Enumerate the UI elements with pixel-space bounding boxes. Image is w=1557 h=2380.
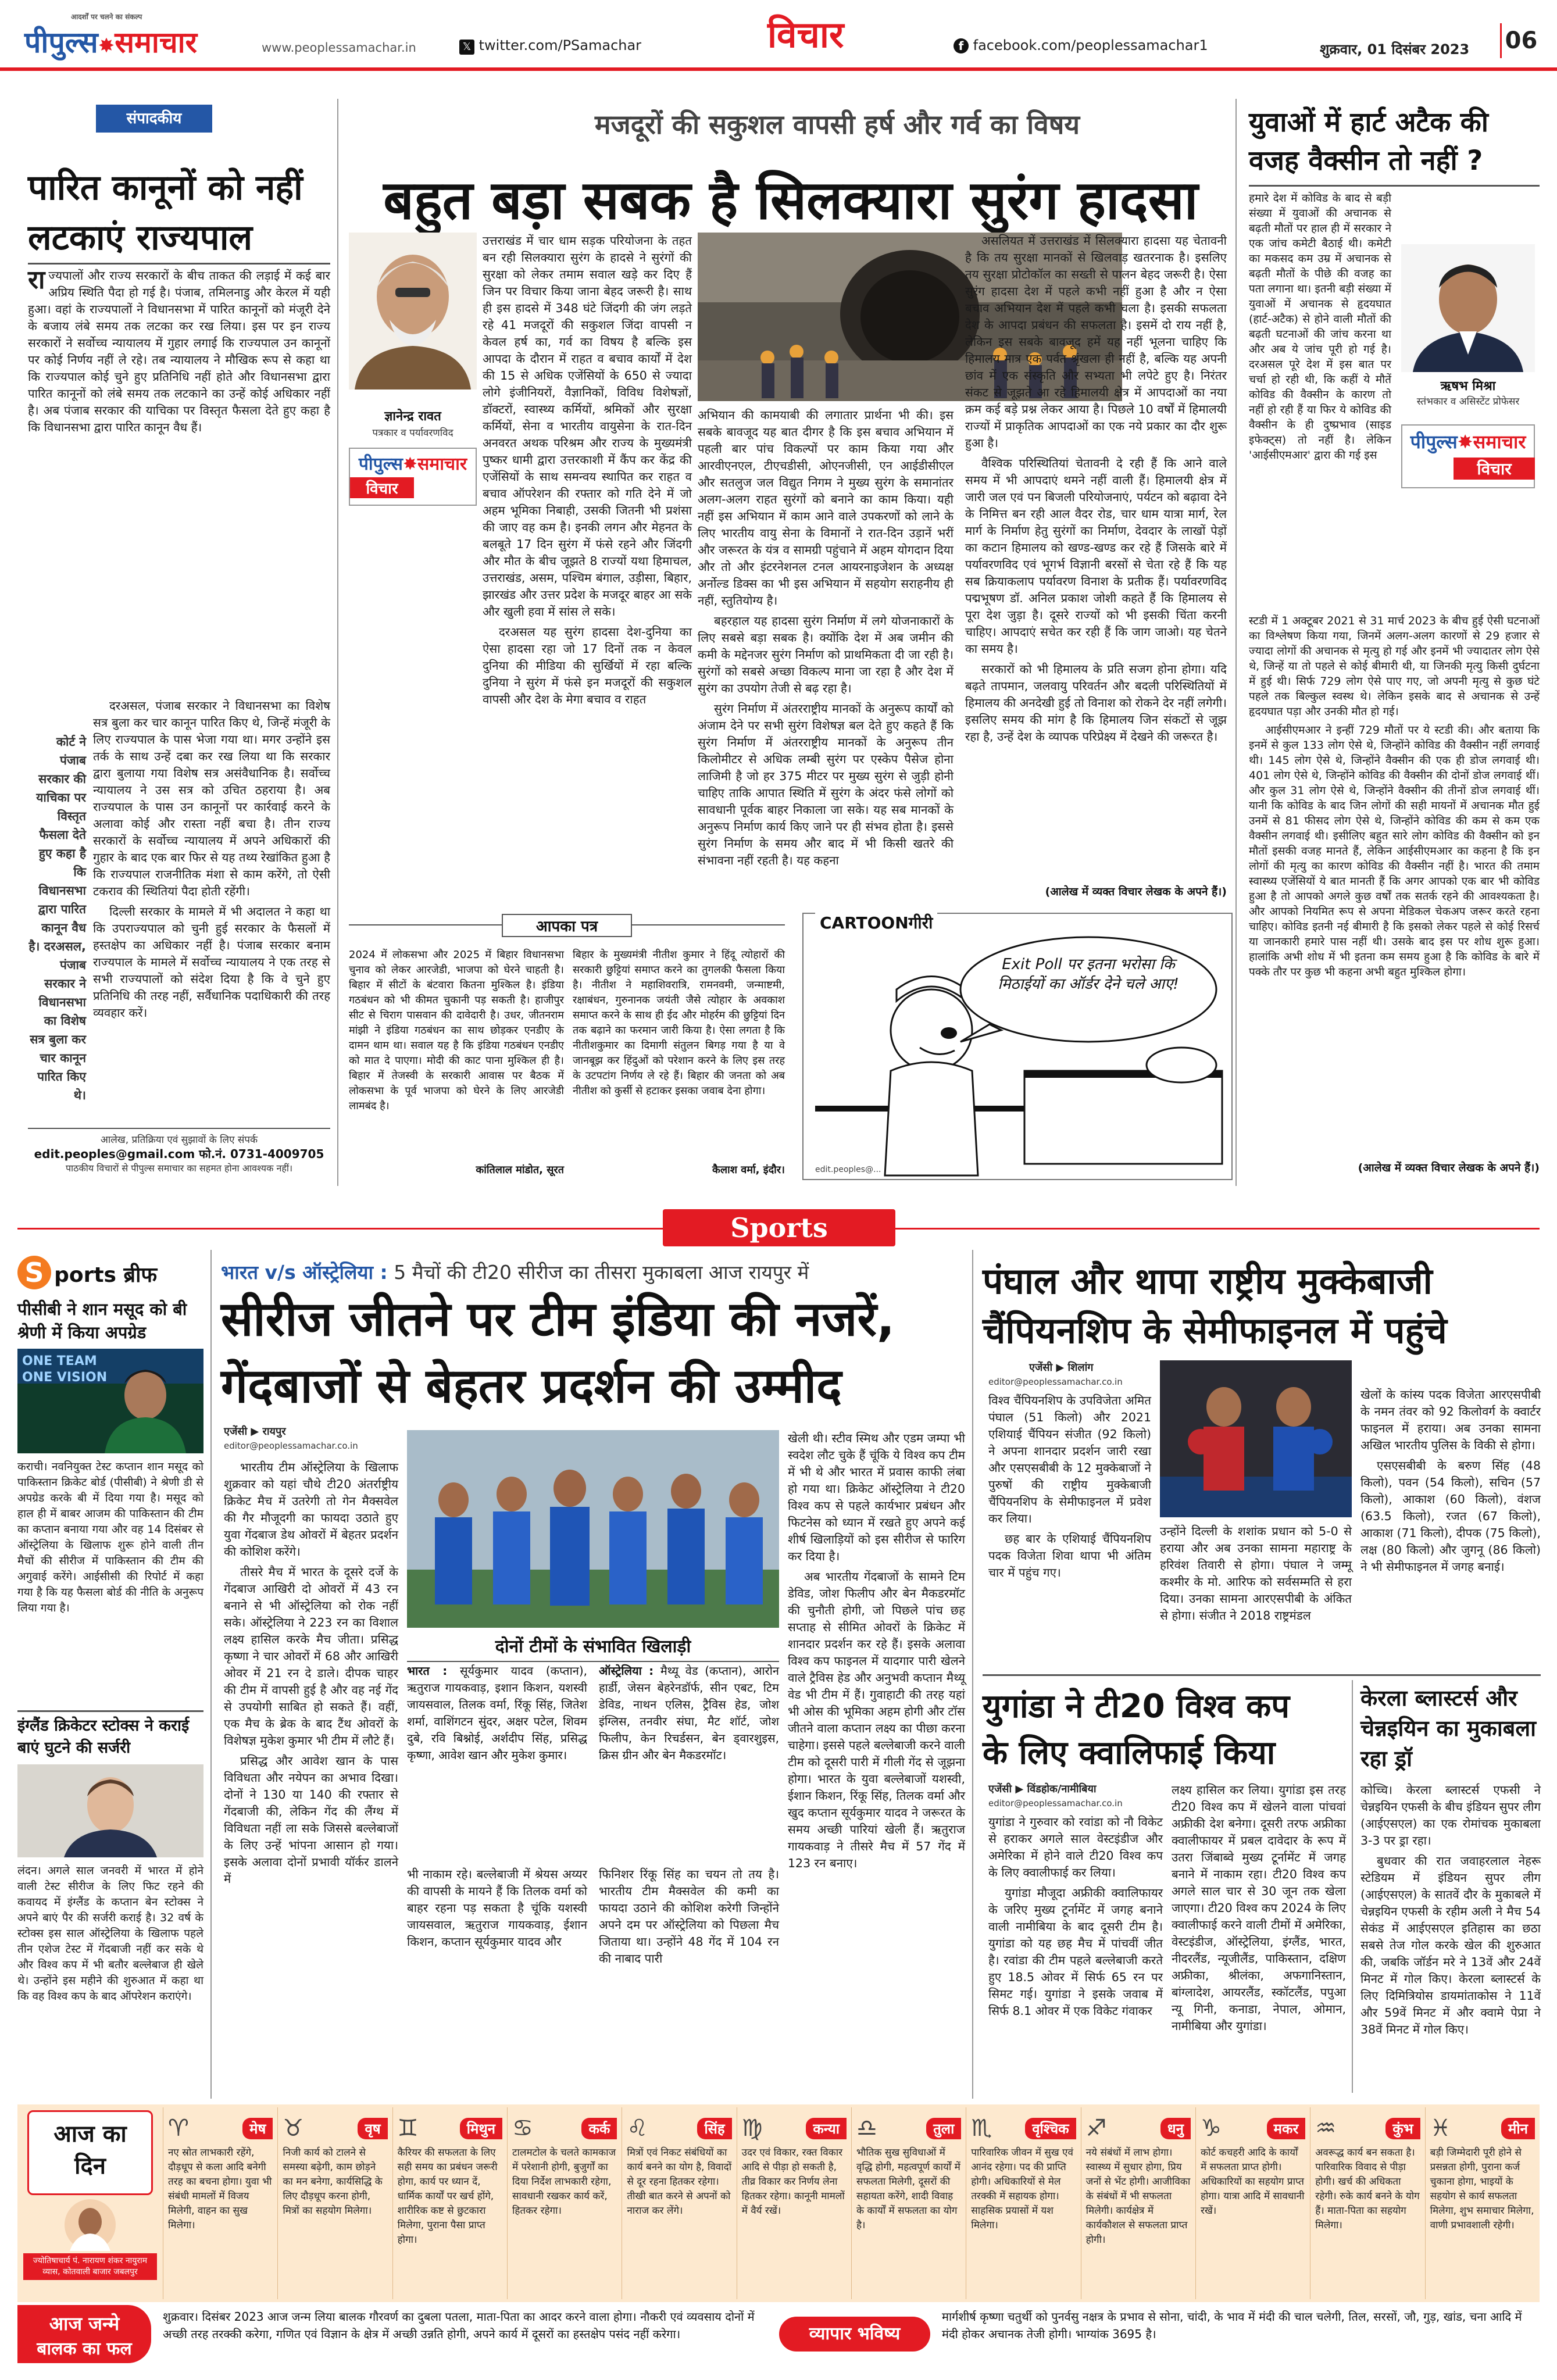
india-aus-col-1: भारतीय टीम ऑस्ट्रेलिया के खिलाफ शुक्रवार को यहां चौथे टी20 अंतर्राष्ट्रीय क्रिकेट मैच में उतरेगी तो गेन मैक्सवेल की गैर मौजूदगी का फायदा उठाते हुए युवा गेंदबाज डेथ ओवरों में बेहतर प्रदर्शन की कोशिश करेंगे। तीसरे मैच में भारत के दूसरे दर्जे के गेंदबाज आखिरी दो ओवरों में 43 रन बनाने से भी ऑस्ट्रेलिया को रोक नहीं सके। ऑस्ट्रेलिया ने 223 रन का विशाल लक्ष्य हासिल करके मैच जीता। प्रसिद्ध कृष्णा ने चार ओवरों में 68 और आखिरी ओवर में 21 रन दे डाले। दीपक चाहर की टीम में वापसी हुई है और वह नई गेंद से उपयोगी साबित हो सकते हैं। वहीं, एक मैच के ब्रेक के बाद टैंथ ओवरों के विशेषज्ञ मुकेश कुमार भी टीम में लौटे हैं। प्रसिद्ध और आवेश खान के पास विविधता और नयेपन का अभाव दिखा। दोनों ने 130 या 140 की रफ्तार से गेंदबाजी की, लेकिन गेंद की लैंग्थ में विविधता नहीं ला सके जिससे बल्लेबाजों के लिए उन्हें भांपना आसान हो गया। इसके अलावा दोनों प्रभावी यॉर्कर डालने में bbox=[224, 1460, 398, 1886]
author-role: पत्रकार व पर्यावरणविद bbox=[372, 427, 453, 439]
rashi-name: मीन bbox=[1501, 2118, 1535, 2139]
letter-1-sign: कांतिलाल मांडोत, सूरत bbox=[476, 1164, 564, 1176]
brief-2-photo bbox=[17, 1764, 203, 1857]
twins-icon: ♊ bbox=[397, 2115, 419, 2142]
brief-2-text: लंदन। अगले साल जनवरी में भारत में होने वाली टेस्ट सीरीज के लिए फिट रहने की कवायद में इंग्लैंड के कप्तान बेन स्टोक्स ने अपने बाएं पैर की सर्जरी कराई है। 32 वर्ष के स्टोक्स इस साल ऑस्ट्रेलिया के खिलाफ पहले तीन एशेज टेस्ट में गेंदबाजी नहीं कर सके थे और विश्व कप में भी बतौर बल्लेबाज ही खेले थे। उन्होंने इस महीने की शुरुआत में कहा था कि वह विश्व कप के बाद ऑपरेशन कराएंगे। bbox=[17, 1864, 203, 2003]
rashi-text: निजी कार्य को टालने से समस्या बढ़ेगी, काम छोड़ने का मन बनेगा, कार्यसिद्धि के लिए दौड़धूप करना होगी, मित्रों का सहयोग मिलेगा। bbox=[283, 2147, 383, 2217]
right-author-photo bbox=[1401, 244, 1535, 372]
column-rule bbox=[1235, 99, 1237, 1186]
uganda-headline-2: के लिए क्वालिफाई किया bbox=[983, 1734, 1276, 1772]
rashi-card bbox=[1310, 2107, 1424, 2299]
divider bbox=[17, 1710, 203, 1712]
right-body-1: हमारे देश में कोविड के बाद से बड़ी संख्या में युवाओं की अचानक से बढ़ती मौतों पर हाल ही में सरकार ने एक जांच कमेटी बैठाई थी। कमेटी का मकसद कम उम्र में अचानक से बढ़ती मौतों के पीछे की वजह का पता लगाना था। इतनी बड़ी संख्या में युवाओं में अचानक से हृदयघात (हार्ट-अटैक) से होने वाली मौतों की बढ़ती घटनाओं की जांच करना था और अब ये जांच पूरी हो गई है। दरअसल पूरे देश में इस बात पर चर्चा हो रही थी, कि कहीं ये मौतें कोविड की वैक्सीन के कारण तो नहीं हो रही हैं या फिर ये कोविड की वैक्सीन के ही दुष्प्रभाव (साइड इफेक्ट्स) तो नहीं है। लेकिन 'आईसीएमआर' द्वारा की गई इस bbox=[1249, 192, 1391, 462]
rashi-name: वृश्चिक bbox=[1025, 2118, 1076, 2139]
facebook-icon: f bbox=[954, 38, 969, 53]
uganda-headline-1: युगांडा ने टी20 विश्व कप bbox=[983, 1688, 1290, 1725]
logo-text-left: पीपुल्स bbox=[24, 26, 98, 59]
masthead bbox=[0, 0, 1557, 71]
boxing-headline-2: चैंपियनशिप के सेमीफाइनल में पहुंचे bbox=[983, 1309, 1447, 1352]
trade-text: मार्गशीर्ष कृष्णा चतुर्थी को पुनर्वसु नक्षत्र के प्रभाव से सोना, चांदी, के भाव में मंदी की चाल चलेगी, तिल, सरसों, जौ, गुड़, खांड, चना आदि में मंदी होकर अचानक तेजी होगी। भाग्यांक 3695 है। bbox=[942, 2310, 1522, 2341]
cartoon-speech: Exit Poll पर इतना भरोसा कि मिठाईयों का ऑर्डर देने चले आए! bbox=[998, 956, 1179, 993]
right-author-role: स्तंभकार व असिस्टेंट प्रोफेसर bbox=[1416, 396, 1520, 408]
lead-col-1: उत्तराखंड में चार धाम सड़क परियोजना के तहत बन रही सिलक्यारा सुरंग के हादसे ने सुरंगों की सुरक्षा को लेकर तमाम सवाल खड़े कर दिए हैं जिन पर विचार किया जाना बेहद जरूरी है। साथ ही इस हादसे में 348 घंटे जिंदगी की जंग लड़ते रहे 41 मजदूरों की सकुशल जिंदा वापसी न केवल हर्ष का, गर्व का विषय है बल्कि इस आपदा के दौरान में राहत व बचाव कार्यों में देश की 15 से अधिक एजेंसियों के 650 से ज्यादा लोगे इंजीनियरों, वैज्ञानिकों, विविध विशेषज्ञों, डॉक्टरों, स्वास्थ्य कर्मियों, श्रमिकों और सुरक्षा कर्मियों, सेना व भारतीय वायुसेना के रात-दिन अनवरत अथक परिश्रम और राज्य के मुख्यमंत्री पुष्कर धामी द्वारा उत्तरकाशी में कैंप कर केंद्र की एजेंसियों के साथ समन्वय स्थापित कर राहत व बचाव ऑपरेशन की रफ्तार को गति देने में जो अहम भूमिका निबाही, उसकी जितनी भी प्रशंसा की जाए वह कम है। इनकी लगन और मेहनत के बलबूते 17 दिन सुरंग में फंसे रहने और जिंदगी और मौत के बीच जूझते 8 राज्यों यथा हिमाचल, उत्तराखंड, असम, पश्चिम बंगाल, उड़ीसा, बिहार, झारखंड और उत्तर प्रदेश के मजदूर बाहर आ सके और खुली हवा में सांस ले सके। दरअसल यह सुरंग हादसा देश-दुनिया का ऐसा हादसा रहा जो 17 दिनों तक न केवल दुनिया की मीडिया की सुर्खियों में रहा बल्कि दुनिया ने सुरंग में फंसे इन मजदूरों की सकुशल वापसी और देश के मेगा बचाव व राहत bbox=[483, 234, 692, 706]
rashi-name: कन्या bbox=[806, 2118, 847, 2139]
rashi-card bbox=[737, 2107, 851, 2299]
column-rule bbox=[337, 99, 338, 1186]
editorial-contact: आलेख, प्रतिक्रिया एवं सुझावों के लिए संपर्क edit.peoples@gmail.com फो.नं. 0731-4009705 पाठकीय विचारों से पीपुल्स समाचार का सहमत होना आवश्यक नहीं। bbox=[28, 1128, 330, 1180]
right-author-name: ऋषभ मिश्रा bbox=[1440, 379, 1496, 394]
india-aus-col-4: खेली थी। स्टीव स्मिथ और एडम जम्पा भी स्वदेश लौट चुके हैं चूंकि ये विश्व कप टीम में भी थे और भारत में प्रवास काफी लंबा हो गया था। क्रिकेट ऑस्ट्रेलिया ने टी20 विश्व कप से पहले कार्यभार प्रबंधन और फिटनेस को ध्यान में रखते हुए अपने कई शीर्ष खिलाड़ियों को इस सीरीज से फारिग कर दिया है। अब भारतीय गेंदबाजों के सामने टिम डेविड, जोश फिलीप और बेन मैकडरमॉट की चुनौती होगी, जो पिछले पांच छह सप्ताह से सीमित ओवरों के क्रिकेट में शानदार प्रदर्शन कर रहे हैं। इसके अलावा विश्व कप फाइनल में यादगार पारी खेलने वाले ट्रैविस हेड और अनुभवी कप्तान मैथ्यू वेड भी टीम में हैं। गुवाहाटी की तरह यहां भी ओस की भूमिका अहम होगी और टॉस जीतने वाला कप्तान लक्ष्य का पीछा करना चाहेगा। इससे पहले बल्लेबाजी करने वाली टीम को दूसरी पारी में गीली गेंद से जूझना होगा। भारत के युवा बल्लेबाजों यशस्वी, ईशान किशन, रिंकू सिंह, तिलक वर्मा और खुद कप्तान सूर्यकुमार यादव ने जरूरत के समय अच्छी पारियां खेली हैं। ऋतुराज गायकवाड़ ने तीसरे मैच में 57 गेंद में 123 रन बनाए। bbox=[788, 1431, 965, 1870]
boxing-email[interactable]: editor@peoplessamachar.co.in bbox=[988, 1377, 1123, 1387]
section-title: विचार bbox=[767, 13, 844, 56]
boxing-col-3: खेलों के कांस्य पदक विजेता आरएसपीबी के नमन तंवर को 92 किलोवर्ग के क्वार्टर फाइनल में हराया। अब उनका सामना अखिल भारतीय पुलिस के विकी से होगा। एसएसबीबी के बरुण सिंह (48 किलो), पवन (54 किलो), सचिन (57 किलो), आकाश (60 किलो), वंशज (63.5 किलो), रजत (67 किलो), आकाश (71 किलो), दीपक (75 किलो), लक्ष (80 किलो) और जुगनू (86 किलो) ने भी सेमीफाइनल में जगह बनाई। bbox=[1360, 1388, 1541, 1574]
rashi-text: बड़ी जिम्मेदारी पूरी होने से प्रसन्नता होगी, पुराना कर्ज चुकाना होगा, भाइयों के सहयोग से कार्य सफलता मिलेगा, शुभ समाचार मिलेगा, वाणी प्रभावशाली रहेगी। bbox=[1430, 2147, 1534, 2231]
page-number: 06 bbox=[1500, 23, 1541, 58]
fish-icon: ♓ bbox=[1430, 2115, 1451, 2142]
rashi-card bbox=[966, 2107, 1080, 2299]
brief-1-photo bbox=[17, 1349, 203, 1453]
divider bbox=[28, 263, 330, 265]
uganda-col-2: लक्ष्य हासिल कर लिया। युगांडा इस तरह टी20 विश्व कप में खेलने वाला पांचवां अफ्रीकी देश बनेगा। दूसरी तरफ अफ्रीका क्वालीफायर में प्रबल दावेदार के रूप में उतरा जिंबाब्वे मुख्य टूर्नामेंट में जगह बनाने में नाकाम रहा। टी20 विश्व कप अगले साल चार से 30 जून तक खेला जाएगा। टी20 विश्व कप 2024 के लिए क्वालीफाई करने वाली टीमों में अमेरिका, वेस्टइंडीज, ऑस्ट्रेलिया, इंग्लैंड, भारत, नीदरलैंड, न्यूजीलैंड, पाकिस्तान, दक्षिण अफ्रीका, श्रीलंका, अफगानिस्तान, बांग्लादेश, आयरलैंड, स्कॉटलैंड, पपुआ न्यू गिनी, कनाडा, नेपाल, ओमान, नामीबिया और युगांडा। bbox=[1172, 1783, 1346, 2033]
india-aus-col-3: फिनिशर रिंकू सिंह का चयन तो तय है। भारतीय टीम मैक्सवेल की कमी का फायदा उठाने की कोशिश करेगी जिन्होंने अपने दम पर ऑस्ट्रेलिया को पिछला मैच जिताया था। उन्होंने 48 गेंद में 104 रन की नाबाद पारी bbox=[599, 1867, 779, 1966]
scales-icon: ♎ bbox=[856, 2115, 877, 2142]
rashi-card bbox=[1425, 2107, 1540, 2299]
editorial-body-2: दरअसल, पंजाब सरकार ने विधानसभा का विशेष सत्र बुला कर चार कानून पारित किए थे, जिन्हें मंजूरी के लिए राज्यपाल के पास भेजा गया था। मगर उन्होंने इस तर्क के साथ उन्हें दबा कर रख लिया था कि सरकार द्वारा बुलाया गया विशेष सत्र असंवैधानिक है। सर्वोच्च न्यायालय ने उस सत्र को उचित ठहराया है। अब राज्यपाल के पास उन कानूनों पर कार्रवाई करने के अलावा कोई और रास्ता नहीं बचा है। तीन राज्य सरकारों के सर्वोच्च न्यायालय में अपने अधिकारों की गुहार के बाद एक बार फिर से यह तथ्य रेखांकित हुआ है कि राज्यपाल राजनीतिक मंशा से काम करेंगे, तो ऐसी टकराव की स्थितियां पैदा होती रहेंगी। दिल्ली सरकार के मामले में भी अदालत ने कहा था कि उपराज्यपाल को चुनी हुई सरकार के फैसलों में हस्तक्षेप का अधिकार नहीं है। पंजाब सरकार बनाम राज्यपाल के मामले में सर्वोच्च न्यायालय ने एक तरह से सभी राज्यपालों को संदेश दिया है कि वे चुने हुए प्रतिनिधि की तरह नहीं, सर्वैधानिक पदाधिकारी की तरह व्यवहार करें। bbox=[93, 699, 330, 1020]
rashi-card bbox=[163, 2107, 277, 2299]
ram-icon: ♈ bbox=[168, 2115, 189, 2142]
goat-icon: ♑ bbox=[1200, 2115, 1222, 2142]
rashi-name: मिथुन bbox=[460, 2118, 502, 2139]
uganda-email[interactable]: editor@peoplessamachar.co.in bbox=[988, 1798, 1123, 1809]
lead-kicker: मजदूरों की सकुशल वापसी हर्ष और गर्व का विषय bbox=[594, 109, 1080, 140]
water-bearer-icon: ♒ bbox=[1315, 2115, 1337, 2142]
letter-1: 2024 में लोकसभा और 2025 में बिहार विधानसभा चुनाव को लेकर आरजेडी, भाजपा को घेरने चाहती है। बिहार में सीटों के बंटवारा कितना मुश्किल है। इंडिया गठबंधन को भी कीमत चुकानी पड़ सकती है। हाजीपुर सीट से चिराग पासवान की दावेदारी है। उधर, जीतनराम मांझी ने इंडिया गठबंधन का साथ छोड़कर एनडीए के दामन थाम था। सवाल यह है कि इंडिया गठबंधन एनडीए को मात दे पाएगा। मोदी की काट पाना मुश्किल ही है। बिहार में तेजस्वी के सरकारी आवास पर बैठक में लोकसभा के पूर्व भाजपा को घेरने के लिए आरजेडी लामबंद है। bbox=[349, 949, 564, 1112]
birth-text: शुक्रवार। दिसंबर 2023 आज जन्म लिया बालक गौरवर्ण का दुबला पतला, माता-पिता का आदर करने वाला होगा। नौकरी एवं व्यवसाय दोनों में अच्छी तरह तरक्की करेगा, गणित एवं विज्ञान के क्षेत्र में अच्छी उन्नति होगी, अपने कार्य में दूसरों का हस्तक्षेप पसंद नहीं करेगा। bbox=[163, 2310, 755, 2341]
rashi-name: तुला bbox=[926, 2118, 961, 2139]
editorial-tag: संपादकीय bbox=[96, 105, 212, 133]
right-body-2: स्टडी में 1 अक्टूबर 2021 से 31 मार्च 2023 के बीच हुई ऐसी घटनाओं का विश्लेषण किया गया, जिनमें अलग-अलग कारणों से 29 हजार से ज्यादा लोगों की अचानक से मृत्यु हो गई और इनमें भी ज्यादातर लोग ऐसे थे, जिन्हें या तो पहले से कोई बीमारी थी, या जिनकी मृत्यु किसी दुर्घटना में हुई थी। सिर्फ 729 लोग ऐसे पाए गए, जो अपनी मृत्यु से कुछ घंटे पहले तक बिल्कुल स्वस्थ थे। लेकिन इसके बाद से अचानक से उन्हें हृदयघात पड़ा और उनकी मौत हो गई। आईसीएमआर ने इन्हीं 729 मौतों पर ये स्टडी की। और बताया कि इनमें से कुल 133 लोग ऐसे थे, जिन्होंने कोविड की वैक्सीन नहीं लगवाई थी। 145 लोग ऐसे थे, जिन्होंने वैक्सीन की एक ही डोज लगवाई थी। 401 लोग ऐसे थे, जिन्होंने कोविड की वैक्सीन की दोनों डोज लगवाई थीं। और कुल 31 लोग ऐसे थे, जिन्होंने वैक्सीन की तीनों डोज लगवाई थीं। यानी कि कोविड के बाद जिन लोगों की सही मायनों में अचानक मौत हुई उनमें से 81 फीसद लोग ऐसे थे, जिन्होंने कोविड की कम से कम एक वैक्सीन लगवाई थी। इसीलिए बहुत सारे लोग कोविड की वैक्सीन को इन मौतों इसकी वजह मानते हैं, लेकिन आईसीएमआर का कहना है कि इन लोगों की मृत्यु का कारण कोविड की वैक्सीन नहीं है। भारत की तमाम स्वास्थ्य एजेंसियों ये बात मानती हैं कि अगर आपको एक बार भी कोविड हुआ है तो आपको अगले कुछ वर्षों तक सतर्क रहने की आवश्यकता है। और आपको नियमित रूप से अपना मेडिकल चेकअप जरूर करते रहना चाहिए। कोविड इतनी नई बीमारी है कि इसको लेकर पहले से कोई रिसर्च या जानकारी हमारे पास नहीं थी। उसके बाद इस पर शोध शुरू हुआ। हालांकि अभी शोध में भी इतना कम समय हुआ है कि कोविड के बारे में पक्के तौर पर कुछ भी कहना अभी बहुत मुश्किल होगा। bbox=[1249, 614, 1540, 978]
letter-2-sign: कैलाश वर्मा, इंदौर। bbox=[712, 1164, 785, 1176]
brief-1-headline: पीसीबी ने शान मसूद को बी श्रेणी में किया अपग्रेड bbox=[17, 1299, 187, 1342]
boxing-col-2: उन्होंने दिल्ली के शशांक प्रधान को 5-0 से हराया और अब उनका सामना महाराष्ट्र के हरिवंश तिवारी से होगा। पंघाल ने जम्मू कश्मीर के मो. आरिफ को सर्वसम्मति से हरा दिया। उनका सामना आरएसपीबी के अंकित से होगा। संजीत ने 2018 राष्ट्रमंडल bbox=[1160, 1524, 1352, 1623]
rashi-name: मेष bbox=[242, 2118, 273, 2139]
vichar-badge: पीपुल्स✸समाचार विचार bbox=[349, 448, 477, 506]
rashi-name: वृष bbox=[358, 2118, 387, 2139]
uganda-byline: एजेंसी ▶ विंडहोक/नामीबिया bbox=[988, 1783, 1097, 1795]
editorial-body: राज्यपालों और राज्य सरकारों के बीच ताकत की लड़ाई में कई बार अप्रिय स्थिति पैदा हो गई है। पंजाब, तमिलनाडु और केरल में यही हुआ। वहां के राज्यपालों ने विधानसभा में पारित कानूनों को मंजूरी देने के बजाय लंबे समय तक लटका कर रख लिया। इस पर इन राज्य सरकारों ने सर्वोच्च न्यायालय में गुहार लगाई कि राज्यपाल उन कानूनों पर कोई निर्णय नहीं ले रहे। तब न्यायालय ने मौखिक रूप से कहा था कि राज्यपाल कोई चुने हुए प्रतिनिधि नहीं होते और विधानसभा द्वारा पारित कानूनों को लंबे समय तक लटकाने का उन्हें कोई अधिकार नहीं है। अब पंजाब सरकार की याचिका पर विस्तृत फैसला देते हुए कहा है कि विधानसभा द्वारा पारित कानून वैध हैं। bbox=[28, 265, 330, 434]
india-aus-email[interactable]: editor@peoplessamachar.co.in bbox=[224, 1441, 358, 1451]
rashi-name: धनु bbox=[1160, 2118, 1191, 2139]
rashi-text: अवरूद्ध कार्य बन सकता है। पारिवारिक विवाद से पीड़ा होगी। खर्च की अधिकता रहेगी। रुके कार्य बनने के योग हैं। माता-पिता का सहयोग मिलेगा। bbox=[1315, 2147, 1420, 2231]
rashi-name: कर्क bbox=[581, 2118, 617, 2139]
rashi-text: कैरियर की सफलता के लिए सही समय का प्रबंधन जरूरी होगा, कार्य पर ध्यान दें, धार्मिक कार्यों पर खर्च होंगे, शारीरिक कष्ट से छुटकारा मिलेगा, पुराना पैसा प्राप्त होगा। bbox=[397, 2147, 498, 2246]
india-aus-byline: एजेंसी ▶ रायपुर bbox=[224, 1425, 286, 1438]
right-headline: युवाओं में हार्ट अटैक की वजह वैक्सीन तो नहीं ? bbox=[1249, 106, 1488, 177]
author-portrait-icon bbox=[349, 233, 477, 389]
trade-label: व्यापार भविष्य bbox=[779, 2317, 930, 2352]
website-link[interactable]: www.peoplessamachar.in bbox=[262, 41, 416, 55]
brief-1-text: कराची। नवनियुक्त टेस्ट कप्तान शान मसूद को पाकिस्तान क्रिकेट बोर्ड (पीसीबी) ने श्रेणी डी से अपग्रेड करके बी में दिया गया है। मसूद को हाल ही में बाबर आजम की पाकिस्तान की टीम का कप्तान बनाया गया और वह 14 दिसंबर से ऑस्ट्रेलिया के खिलाफ शुरू होने वाली तीन मैचों की सीरीज में पाकिस्तान की टीम की अगुवाई करेंगे। आईसीसी की रिपोर्ट में कहा गया है कि यह फैसला बोर्ड की नीति के अनुरूप लिया गया है। bbox=[17, 1460, 203, 1614]
letters-title: आपका पत्र bbox=[502, 914, 632, 937]
rashi-name: मकर bbox=[1267, 2118, 1306, 2139]
rashi-card bbox=[1195, 2107, 1310, 2299]
author-portrait-icon bbox=[1401, 244, 1535, 372]
rashi-text: नये संबंधों में लाभ होगा। स्वास्थ्य में सुधार होगा, प्रिय जनों से भेंट होगी। आजीविका के संबंधों में भी सफलता मिलेगी। कार्यक्षेत्र में कार्यकौशल से सफलता प्राप्त होगी। bbox=[1085, 2147, 1191, 2246]
divider bbox=[983, 1674, 1541, 1676]
brief-2-headline: इंग्लैंड क्रिकेटर स्टोक्स ने कराई बाएं घुटने की सर्जरी bbox=[17, 1717, 190, 1757]
dropcap: रा bbox=[28, 265, 45, 295]
india-aus-kicker: भारत v/s ऑस्ट्रेलिया : 5 मैचों की टी20 सीरीज का तीसरा मुकाबला आज रायपुर में bbox=[221, 1261, 809, 1284]
rashi-text: कोर्ट कचहरी आदि के कार्यों में सफलता प्राप्त होगी। अधिकारियों का सहयोग प्राप्त होगा। यात्रा आदि में सावधानी रखें। bbox=[1200, 2147, 1305, 2217]
players-celebrating-image bbox=[407, 1430, 779, 1628]
column-rule bbox=[1352, 1680, 1353, 2093]
crab-icon: ♋ bbox=[512, 2115, 533, 2142]
editorial-pull-quote: कोर्ट ने पंजाब सरकार की याचिका पर विस्तृत फैसला देते हुए कहा है कि विधानसभा द्वारा पारित कानून वैध है। दरअसल, पंजाब सरकार ने विधानसभा का विशेष सत्र बुला कर चार कानून पारित किए थे। bbox=[28, 735, 86, 1102]
boxing-col-1: विश्व चैंपियनशिप के उपविजेता अमित पंघाल (51 किलो) और 2021 एशियाई चैंपियन संजीत (92 किलो) ने अपना शानदार प्रदर्शन जारी रखा और एसएसबीबी के 12 मुक्केबाजों ने पुरुषों की राष्ट्रीय मुक्केबाजी चैंपियनशिप के सेमीफाइनल में प्रवेश कर लिया। छह बार के एशियाई चैंपियनशिप पदक विजेता शिवा थापा भी अंतिम चार में पहुंच गए। bbox=[988, 1393, 1151, 1579]
maiden-icon: ♍ bbox=[741, 2115, 763, 2142]
twitter-link[interactable]: 𝕏 twitter.com/PSamachar bbox=[459, 37, 641, 55]
logo-text-right: समाचार bbox=[115, 26, 198, 59]
cartoon-signature: edit.peoples@... bbox=[815, 1165, 881, 1174]
x-icon: 𝕏 bbox=[459, 40, 474, 55]
rashi-text: नए स्रोत लाभकारी रहेंगे, दौड़धूप से कला आदि बनेगी तरह का बचना होगा। युवा भी संबंधी मामलों में विजय मिलेगी, वाहन का सुख मिलेगा। bbox=[168, 2147, 272, 2231]
right-disclaimer: (आलेख में व्यक्त विचार लेखक के अपने हैं।) bbox=[1358, 1162, 1540, 1174]
boxers-image bbox=[1160, 1360, 1352, 1517]
rashi-name: कुंभ bbox=[1385, 2118, 1420, 2139]
kerala-headline: केरला ब्लास्टर्स और चेन्नइयिन का मुकाबला रहा ड्रॉ bbox=[1360, 1685, 1536, 1771]
birth-label: आज जन्मे बालक का फल bbox=[17, 2305, 151, 2363]
boxing-photo bbox=[1160, 1360, 1352, 1517]
horoscope-panel bbox=[23, 2110, 157, 2296]
astrologer-photo bbox=[64, 2199, 116, 2251]
author-name: ज्ञानेन्द्र रावत bbox=[384, 409, 441, 424]
india-aus-col-2: भी नाकाम रहे। बल्लेबाजी में श्रेयस अय्यर की वापसी के मायने हैं कि तिलक वर्मा को बाहर रहना पड़ सकता है चूंकि यशस्वी जायसवाल, ऋतुराज गायकवाड़, ईशान किशन, कप्तान सूर्यकुमार यादव और bbox=[407, 1867, 587, 1949]
rashi-text: उदर एवं विकार, रक्त विकार आदि से पीड़ा हो सकती है, तीव्र विकार कर निर्णय लेना हितकर रहेगा। कानूनी मामलों में वैर्य रखें। bbox=[741, 2147, 845, 2217]
cartoon-image bbox=[804, 914, 1231, 1179]
astrologer-name: ज्योतिषाचार्य पं. नारायण शंकर नायुराम व्यास, कोतवाली बाजार जबलपुर bbox=[23, 2253, 157, 2280]
divider bbox=[1249, 185, 1540, 187]
rashi-name: सिंह bbox=[697, 2118, 731, 2139]
rashi-text: पारिवारिक जीवन में सुख एवं आनंद रहेगा। पद की प्राप्ति होगी। अधिकारियों से मेल तरक्की में सहायक होगा। साहसिक प्रयासों में यश मिलेगा। bbox=[971, 2147, 1073, 2231]
lead-col-3: असलियत में उत्तराखंड में सिलक्यारा हादसा यह चेतावनी है कि तय सुरक्षा मानकों से खिलवाड़ खतरनाक है। इसलिए तय सुरक्षा प्रोटोकॉल का सख्ती से पालन बेहद जरूरी है। ऐसा सुरंग हादसा देश में पहले कभी नहीं हुआ है और न ऐसा बचाव अभियान देश में पहले कभी चला है। इसकी सफलता देश के आपदा प्रबंधन की सफलता है। इसमें दो राय नहीं है, लेकिन इस सबके बावजूद हमें यह नहीं भूलना चाहिए कि हिमालय मात्र एक पर्वत श्रृंखला ही नहीं है, बल्कि यह अपनी छांव में एक संस्कृति और सभ्यता भी लपेटे हुए है। निरंतर संकट से जूझते आ रहे हिमालयी क्षेत्र में आपदाओं का नया क्रम कई बड़े प्रश्न लेकर आया है। पिछले 10 वर्षों में हिमालयी राज्यों में प्राकृतिक आपदाओं का एक नये प्रकार का दौर शुरू हुआ है। वैश्विक परिस्थितियां चेतावनी दे रही हैं कि आने वाले समय में भी आपदाएं थमने नहीं वाली हैं। हिमालयी क्षेत्र में जारी जल एवं पन बिजली परियोजनाएं, पर्यटन को बढ़ावा देने के निमित्त बन रही आल वैदर रोड, चार धाम यात्रा मार्ग, रेल मार्ग के निर्माण हेतु सुरंगों का निर्माण, देवदार के लाखों पेड़ों का कटान हिमालय को खण्ड-खण्ड कर रहे हैं जिसके बारे में पर्यावरणविद एवं भूगर्भ विज्ञानी बरसों से चेता रहे हैं कि यह सब क्रियाकलाप पर्यावरण विनाश के प्रतीक हैं। पर्यावरणविद पद्मभूषण डॉ. अनिल प्रकाश जोशी कहते हैं कि हिमालय से पूरा देश जुड़ा है। दूसरे राज्यों को भी इसकी चिंता करनी चाहिए। आपदाएं सचेत कर रही हैं कि जाग जाओ। यह चेतने का समय है। सरकारों को भी हिमालय के प्रति सजग होना होगा। यदि बढ़ते तापमान, जलवायु परिवर्तन और बदली परिस्थितियों में हिमालय की अनदेखी हुई तो विनाश को रोकने देर नहीं लगेगी। इसलिए समय की मांग है कि हिमालय जिन संकटों से जूझ रहा है, उन्हें देश के व्यापक परिप्रेक्ष्य में देखने की जरूरत है। bbox=[965, 234, 1227, 744]
lion-icon: ♌ bbox=[627, 2115, 648, 2142]
rashi-text: टालमटोल के चलते कामकाज में परेशानी होगी, बुजुर्गों का दिया निर्देश लाभकारी रहेगा, सावधानी रखकर कार्य करें, हितकर रहेगा। bbox=[512, 2147, 616, 2217]
lead-disclaimer: (आलेख में व्यक्त विचार लेखक के अपने हैं।) bbox=[1045, 885, 1227, 898]
scorpion-icon: ♏ bbox=[971, 2115, 992, 2142]
column-rule bbox=[210, 1250, 212, 2099]
lead-col-2: अभियान की कामयाबी की लगातार प्रार्थना भी की। इस सबके बावजूद यह बात दीगर है कि इस बचाव अभियान में पहली बार पांच विकल्पों पर काम किया गया और आरवीएनएल, टीएचडीसी, ओएनजीसी, एन आईडीसीएल और सतलुज जल विद्युत निगम ने मुख्य सुरंग के समानांतर अलग-अलग राहत सुरंगों को बनाने का काम किया। यही नहीं इस अभियान में काम आने वाले उपकरणों को लाने के लिए भारतीय वायु सेना के विमानों ने रात-दिन उड़ानें भरीं और जरूरत के यंत्र व सामग्री पहुंचाने में अहम योगदान दिया और तो और इंटरनेशनल टनल आयरनाइजेशन के अध्यक्ष अर्नोल्ड डिक्स का भी इस अभियान में सहयोग सराहनीय ही नहीं, स्तुतियोग्य है। बहरहाल यह हादसा सुरंग निर्माण में लगे योजनाकारों के लिए सबसे बड़ा सबक है। क्योंकि देश में अब जमीन की कमी के मद्देनजर सुरंग निर्माण को प्राथमिकता दी जा रही है। सुरंगों को सबसे अच्छा विकल्प माना जा रहा है और देश में सुरंग का उपयोग तेजी से बढ़ रहा है। सुरंग निर्माण में अंतरराष्ट्रीय मानकों के अनुरूप कार्यों को अंजाम देने पर सभी सुरंग विशेषज्ञ बल देते हुए कहते हैं कि सुरंग निर्माण में अंतरराष्ट्रीय मानकों के अनुरूप तीन किलोमीटर से अधिक लम्बी सुरंग पर एस्केप पैसेज होना लाजिमी है जो हर 375 मीटर पर मुख्य सुरंग से जुड़ी होनी चाहिए ताकि आपात स्थिति में सुरंग के अंदर फंसे लोगों को सावधानी पूर्वक बाहर निकाला जा सके। यह सब मानकों के अनुरूप निर्माण कार्य किए जाने पर ही संभव होता है। इससे सुरंग निर्माण के समय और बाद में भी किसी खतरे की संभावना नहीं रहती है। यह कहना bbox=[698, 408, 954, 867]
team-india-photo bbox=[407, 1430, 779, 1628]
india-aus-headline-2: गेंदबाजों से बेहतर प्रदर्शन की उम्मीद bbox=[221, 1359, 842, 1414]
sports-brief-title: S ports ब्रीफ bbox=[17, 1256, 203, 1296]
kerala-text: कोच्चि। केरला ब्लास्टर्स एफसी ने चेन्नइयिन एफसी के बीच इंडियन सुपर लीग (आईएसएल) का एक रोमांचक मुकाबला 3-3 पर ड्रा रहा। बुधवार की रात जवाहरलाल नेहरू स्टेडियम में इंडियन सुपर लीग (आईएसएल) के सातवें दौर के मुकाबले में चेन्नइयिन एफसी के रहीम अली ने मैच 54 सेकंड में आईएसएल इतिहास का छठा सबसे तेज गोल करके खेल की शुरुआत की, जबकि जॉर्डन मरे ने 13वें और 24वें मिनट में गोल किए। केरला ब्लास्टर्स के लिए दिमित्रियोस डायमांताकोस ने 11वें और 59वें मिनट में और क्वामे पेप्रा ने 38वें मिनट में गोल किए। bbox=[1360, 1783, 1541, 2036]
boxing-headline-1: पंघाल और थापा राष्ट्रीय मुक्केबाजी bbox=[983, 1260, 1433, 1302]
squad-india: भारत : सूर्यकुमार यादव (कप्तान), ऋतुराज गायकवाड़, इशान किशन, यशस्वी जायसवाल, तिलक वर्मा, रिंकू सिंह, जितेश शर्मा, वाशिंगटन सुंदर, अक्षर पटेल, शिवम दुबे, रवि बिश्नोई, अर्शदीप सिंह, प्रसिद्ध कृष्णा, आवेश खान और मुकेश कुमार। bbox=[407, 1664, 588, 1762]
rashi-card bbox=[851, 2107, 966, 2299]
horoscope-title-box: आज का दिन bbox=[27, 2110, 153, 2195]
editorial-headline: पारित कानूनों को नहीं लटकाएं राज्यपाल bbox=[28, 167, 303, 258]
rashi-card bbox=[507, 2107, 622, 2299]
rashi-text: मित्रों एवं निकट संबंधियों का कार्य बनने का योग है, विवादों से दूर रहना हितकर रहेगा। तीखी बात करने से अपनों को नाराज कर लेंगे। bbox=[627, 2147, 732, 2217]
rashi-text: भौतिक सुख सुविधाओं में वृद्धि होगी, महत्वपूर्ण कार्यों में सफलता मिलेगी, दूसरों की सहायता करेंगे, शादी विवाह के कार्यों में सफलता का योग है। bbox=[856, 2147, 960, 2231]
squads-caption: दोनों टीमों के संभावित खिलाड़ी bbox=[407, 1634, 779, 1662]
column-rule bbox=[972, 1250, 973, 2099]
vichar-badge: पीपुल्स✸समाचार विचार bbox=[1401, 424, 1535, 488]
rashi-card bbox=[392, 2107, 507, 2299]
archer-icon: ♐ bbox=[1085, 2115, 1107, 2142]
lead-headline: बहुत बड़ा सबक है सिलक्यारा सुरंग हादसा bbox=[383, 169, 1198, 231]
author-photo bbox=[349, 233, 477, 389]
rashi-card bbox=[277, 2107, 392, 2299]
astrologer-portrait-icon bbox=[64, 2199, 116, 2251]
brief-1-photo-text: ONE TEAM ONE VISION bbox=[22, 1354, 108, 1385]
squad-australia: ऑस्ट्रेलिया : मैथ्यू वेड (कप्तान), आरोन हार्डी, जेसन बेहरेनडॉर्फ, सीन एबट, टिम डेविड, नाथन एलिस, ट्रैविस हेड, जोश इंग्लिस, तनवीर संघा, मैट शॉर्ट, जोश फिलीप, केन रिचर्डसन, बेन ड्वारशुइस, क्रिस ग्रीन और बेन मैकडरमॉट। bbox=[599, 1664, 779, 1762]
uganda-col-1: युगांडा ने गुरुवार को रवांडा को नौ विकेट से हराकर अगले साल वेस्टइंडीज और अमेरिका में होने वाले टी20 विश्व कप के लिए क्वालीफाई कर लिया। युगांडा मौजूदा अफ्रीकी क्वालिफायर के जरिए मुख्य टूर्नामेंट में जगह बनाने वाली नामीबिया के बाद दूसरी टीम है। युगांडा को यह छह मैच में पांचवीं जीत है। रवांडा की टीम पहले बल्लेबाजी करते हुए 18.5 ओवर में सिर्फ 65 रन पर सिमट गई। युगांडा ने इसके जवाब में सिर्फ 8.1 ओवर में एक विकेट गंवाकर bbox=[988, 1815, 1163, 2018]
rashi-card bbox=[622, 2107, 736, 2299]
issue-date: शुक्रवार, 01 दिसंबर 2023 bbox=[1320, 41, 1470, 58]
letter-2: बिहार के मुख्यमंत्री नीतीश कुमार ने हिंदू त्योहारों की सरकारी छुट्टियां समाप्त करने का तुगलकी फैसला किया है। नीतीश ने महाशिवरात्रि, रामनवमी, जन्माष्टमी, रक्षाबंधन, गुरुनानक जयंती जैसे त्योहार के अवकाश समाप्त करने के साथ ही ईद और मोहर्रम की छुट्टियां दिन तक बढ़ाने का फरमान जारी किया है। ऐसा लगता है कि नीतीशकुमार का दिमागी संतुलन बिगड़ गया है या वे जानबूझ कर हिंदुओं को परेशान करने के लिए इस तरह के उटपटांग निर्णय ले रहे हैं। बिहार की जनता को अब नीतीश को कुर्सी से हटाकर इसका जवाब देना होगा। bbox=[573, 949, 785, 1097]
rashi-card bbox=[1081, 2107, 1195, 2299]
bull-icon: ♉ bbox=[283, 2115, 304, 2142]
masthead-logo[interactable] bbox=[24, 12, 257, 58]
cartoon-box bbox=[802, 913, 1233, 1180]
facebook-link[interactable]: f facebook.com/peoplessamachar1 bbox=[954, 37, 1208, 53]
sports-banner: Sports bbox=[663, 1209, 895, 1246]
india-aus-headline-1: सीरीज जीतने पर टीम इंडिया की नजरें, bbox=[221, 1292, 895, 1347]
stokes-photo bbox=[17, 1764, 203, 1857]
cartoon-title: CARTOONगीरी bbox=[815, 912, 937, 934]
logo-star-icon: ✸ bbox=[98, 34, 115, 58]
rashi-grid bbox=[163, 2107, 1540, 2299]
logo-tagline: आदर्शों पर चलने का संकल्प bbox=[71, 13, 142, 21]
boxing-byline: एजेंसी ▶ शिलांग bbox=[1029, 1361, 1094, 1374]
